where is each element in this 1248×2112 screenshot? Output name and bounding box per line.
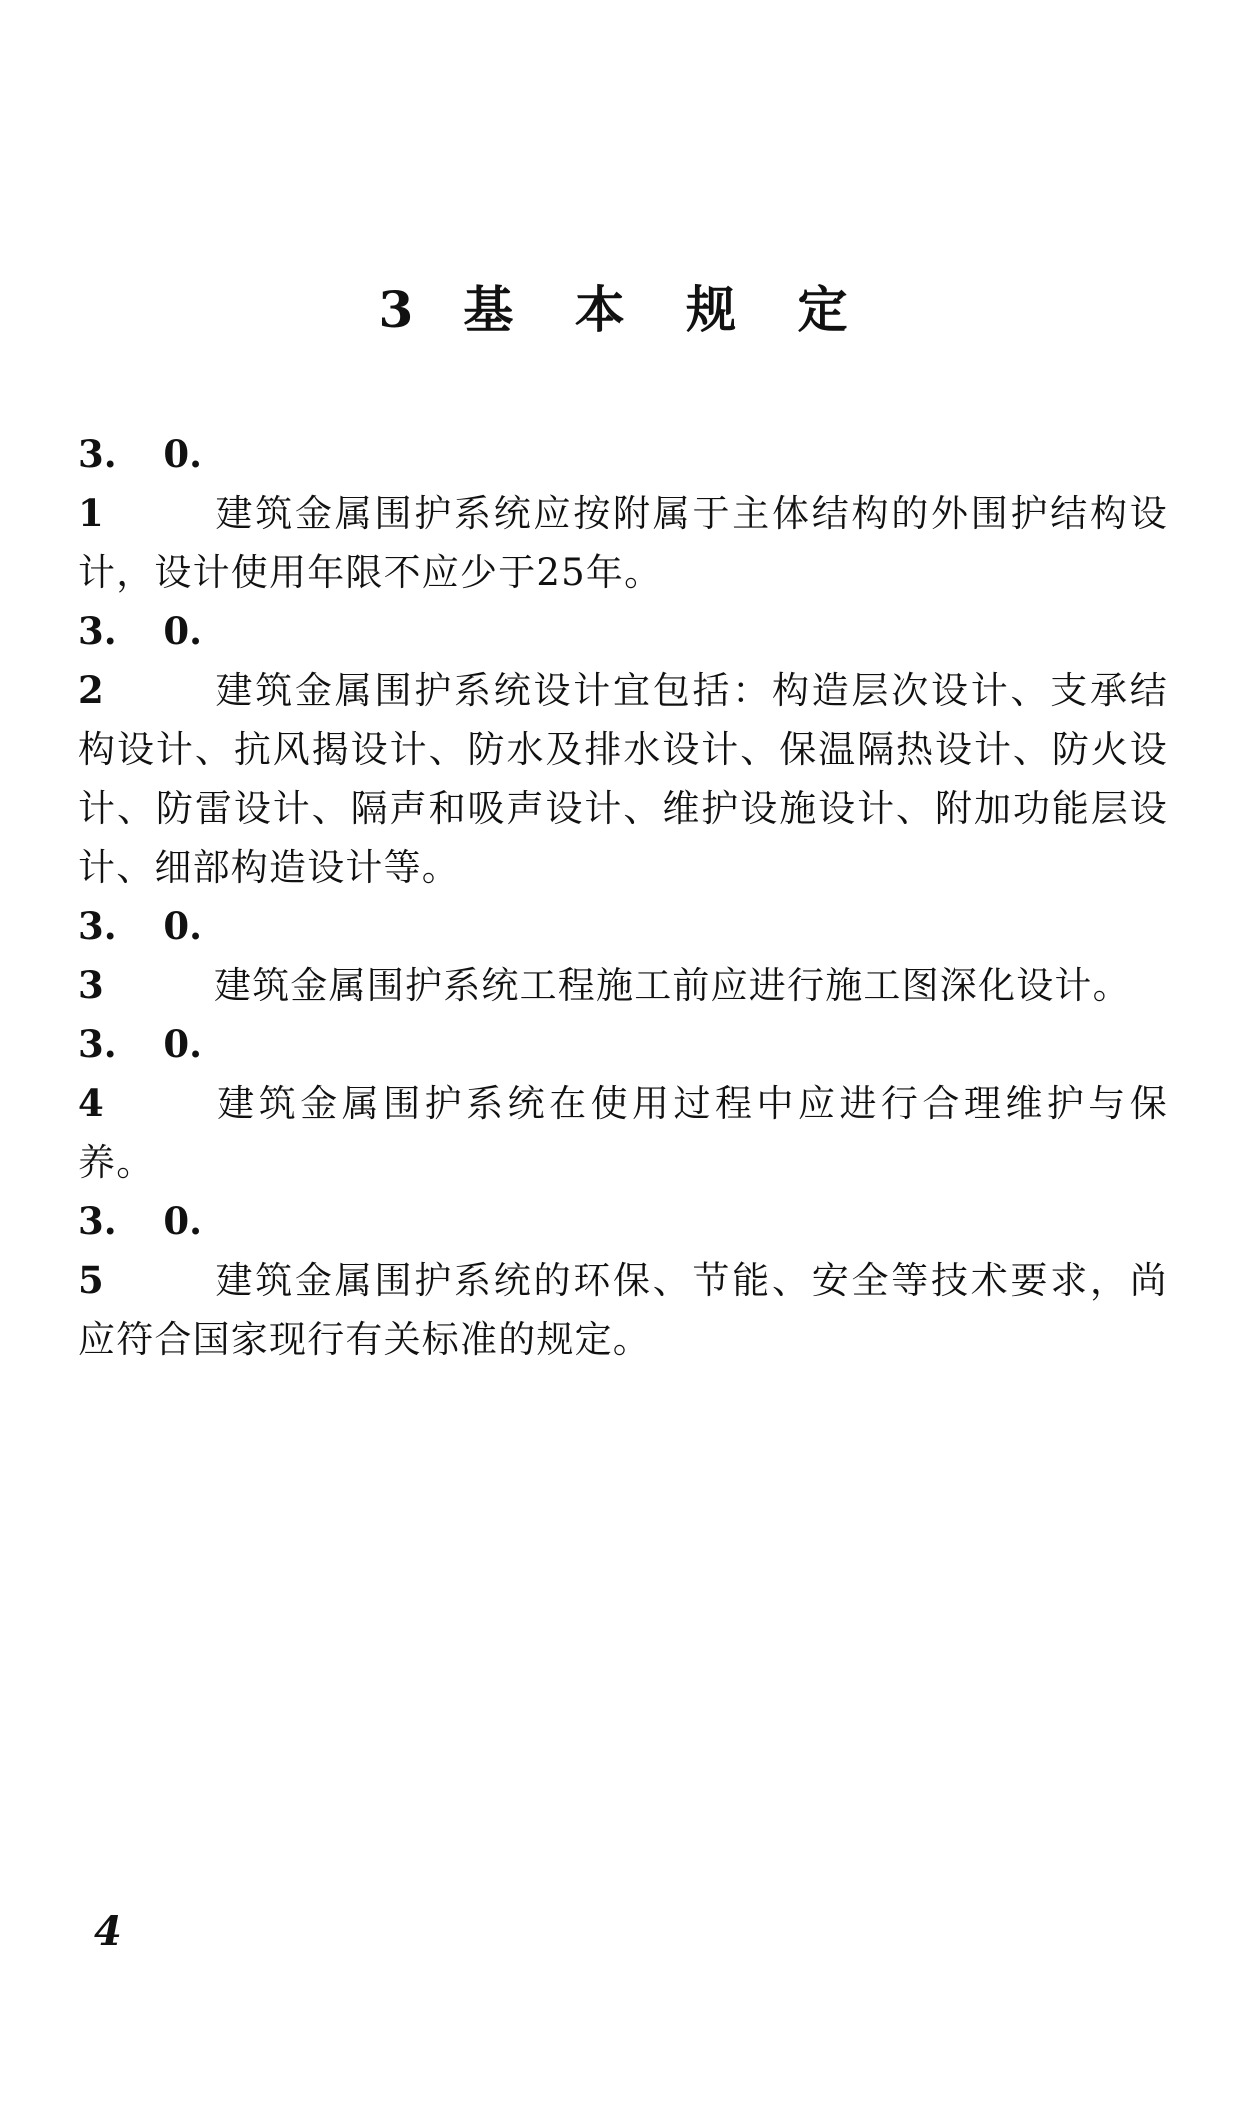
clause-text: 建筑金属围护系统设计宜包括：构造层次设计、支承结构设计、抗风揭设计、防水及排水设计、保温隔热设计、防火设计、防雷设计、隔声和吸声设计、维护设施设计、附加功能层设计、细部构造设计等。 — [78, 669, 1168, 889]
clause-3-0-2 — [78, 602, 1168, 897]
clause-number: 3. 0. 3 — [78, 904, 202, 1007]
clause-text: 建筑金属围护系统工程施工前应进行施工图深化设计。 — [214, 964, 1131, 1007]
clause-3-0-5 — [78, 1192, 1168, 1369]
clause-number: 3. 0. 2 — [78, 609, 202, 712]
clause-text: 建筑金属围护系统的环保、节能、安全等技术要求，尚应符合国家现行有关标准的规定。 — [78, 1259, 1168, 1361]
chapter-title — [0, 270, 1248, 350]
clause-number: 3. 0. 5 — [78, 1199, 202, 1302]
clause-text: 建筑金属围护系统应按附属于主体结构的外围护结构设计，设计使用年限不应少于25年。 — [78, 492, 1168, 594]
clause-3-0-1 — [78, 425, 1168, 602]
chapter-number: 3 — [378, 280, 418, 339]
clause-3-0-4 — [78, 1015, 1168, 1192]
clause-list — [78, 425, 1168, 1369]
clause-text: 建筑金属围护系统在使用过程中应进行合理维护与保养。 — [78, 1082, 1168, 1184]
clause-3-0-3 — [78, 897, 1168, 1015]
chapter-title-text: 基 本 规 定 — [463, 280, 870, 339]
clause-number: 3. 0. 4 — [78, 1022, 202, 1125]
page-number: 4 — [94, 1908, 122, 1955]
clause-number: 3. 0. 1 — [78, 432, 202, 535]
